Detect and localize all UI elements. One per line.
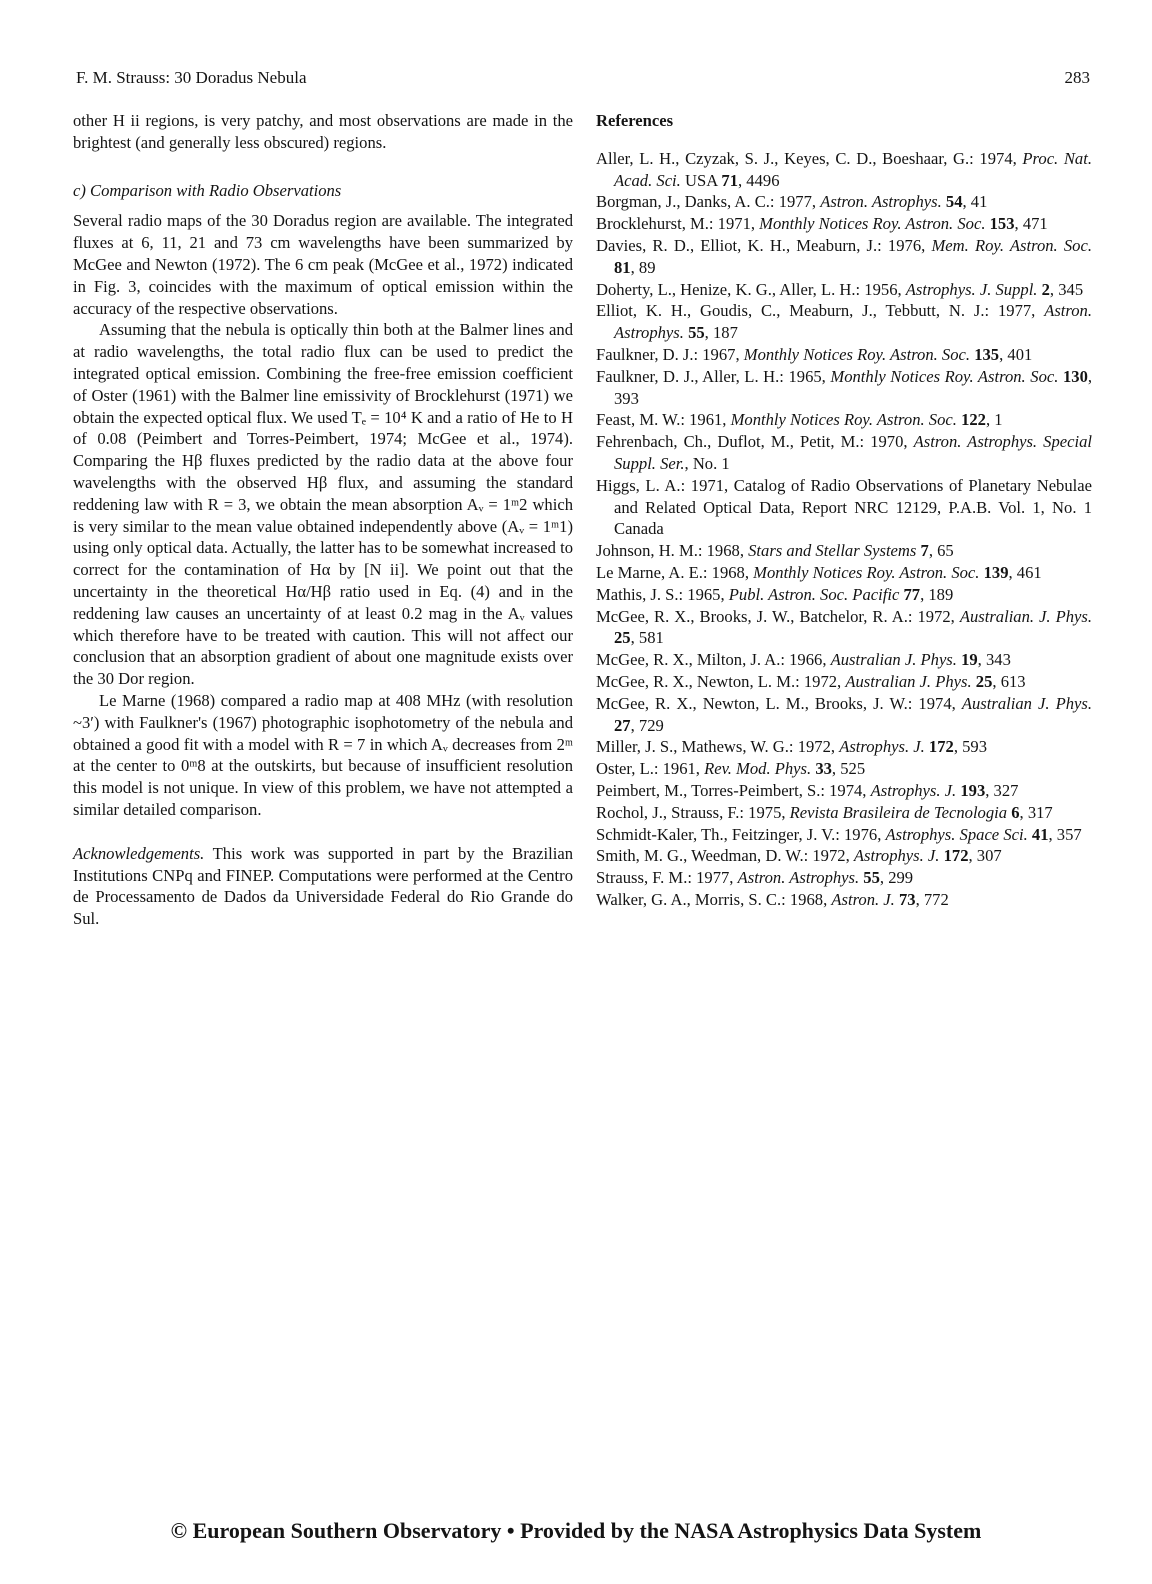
reference-item [596,148,1092,192]
footer-credit: © European Southern Observatory • Provided by the NASA Astrophysics Data System [170,1518,982,1543]
reference-item [596,845,1092,867]
reference-authors: Mathis, J. S.: 1965, [596,584,729,604]
reference-journal: Monthly Notices Roy. Astron. Soc. [730,410,957,430]
reference-item [596,802,1092,824]
reference-item [596,540,1092,562]
reference-journal: Monthly Notices Roy. Astron. Soc. [759,214,986,234]
reference-volume: 71 [721,170,738,190]
reference-pages: , 772 [915,889,949,909]
reference-authors: Elliot, K. H., Goudis, C., Meaburn, J., Tebbutt, N. J.: 1977, [596,301,1045,321]
reference-volume: 55 [688,323,705,343]
reference-item [596,867,1092,889]
reference-item [596,562,1092,584]
reference-journal: Monthly Notices Roy. Astron. Soc. [743,344,971,364]
reference-volume: 33 [815,759,832,779]
reference-item [596,606,1092,650]
reference-pages: , 41 [962,192,988,212]
reference-journal: Astrophys. J. [839,737,925,757]
reference-authors: Higgs, L. A.: 1971, Catalog of Radio Observations of Planetary Nebulae and Related Optical Data, Report NRC 12129, P.A.B. Vol. 1, No. 1 Canada [596,475,1092,539]
acknowledgements-text: This work was supported in part by the Brazilian Institutions CNPq and FINEP. Computations were performed at the Centro de Processamento de Dados da Universidade Federal do Rio Grande do Sul. [73,843,573,929]
reference-volume: 27 [614,715,631,735]
reference-pages: , 189 [920,584,954,604]
reference-item [596,431,1092,475]
reference-volume: 135 [974,344,1000,364]
reference-text: USA [680,170,722,190]
reference-volume: 2 [1041,279,1050,299]
reference-journal: Astrophys. Space Sci. [885,824,1028,844]
reference-authors: Smith, M. G., Weedman, D. W.: 1972, [596,846,854,866]
reference-pages: , 345 [1049,279,1084,299]
reference-volume: 73 [898,889,916,909]
reference-authors: Fehrenbach, Ch., Duflot, M., Petit, M.: 1970, [596,432,914,452]
reference-item [596,889,1092,911]
reference-journal: Australian J. Phys. [830,650,957,670]
reference-journal: Australian J. Phys. [961,693,1092,713]
reference-volume: 19 [961,650,978,670]
reference-pages: , 343 [977,650,1011,670]
reference-journal: Proc. Nat. Acad. Sci. [614,148,1092,190]
reference-journal: Mem. Roy. Astron. Soc. [931,235,1092,255]
reference-pages: , 327 [985,780,1019,800]
reference-journal: Astron. Astrophys. [614,301,1092,343]
reference-journal: Publ. Astron. Soc. Pacific [728,584,900,604]
reference-volume: 172 [928,737,954,757]
reference-volume: 172 [943,846,969,866]
reference-volume: 6 [1011,802,1020,822]
reference-volume: 25 [614,628,631,648]
reference-item [596,475,1092,540]
acknowledgements [73,843,573,930]
reference-journal: Monthly Notices Roy. Astron. Soc. [753,562,980,582]
reference-volume: 54 [945,192,963,212]
reference-item [596,409,1092,431]
reference-authors: McGee, R. X., Brooks, J. W., Batchelor, R. A.: 1972, [596,606,960,626]
paragraph-optically-thin: Assuming that the nebula is optically thin both at the Balmer lines and at radio wavelengths, the total radio flux can be used to predict the integrated optical emission. Combining the free-free emission coefficient of Oster (1961) with the Balmer line emissivity of Brocklehurst (1971) we obtain the expected optical flux. We used Tₑ = 10⁴ K and a ratio of He to H of 0.08 (Peimbert and Torres-Peimbert, 1974; McGee et al., 1974). Comparing the Hβ fluxes predicted by the radio data at the above four wavelengths with the observed Hβ flux, and assuming the standard reddening law with R = 3, we obtain the mean absorption Aᵥ = 1ᵐ2 which is very similar to the mean value obtained independently above (Aᵥ = 1ᵐ1) using only optical data. Actually, the latter has to be somewhat increased to correct for the contamination of Hα by [N ii]. We point out that the uncertainty in the theoretical Hα/Hβ ratio used in Eq. (4) and in the reddening law causes an uncertainty of at least 0.2 mag in the Aᵥ values which therefore have to be treated with caution. This will not affect our conclusion that an absorption gradient of about one magnitude exists over the 30 Dor region. [73,320,573,689]
reference-item [596,584,1092,606]
reference-pages: , 393 [614,366,1093,408]
reference-item [596,671,1092,693]
reference-pages: , 401 [999,344,1033,364]
paragraph-continuation: other H ii regions, is very patchy, and most observations are made in the brightest (and generally less obscured) regions. [73,111,573,152]
running-head [76,66,1090,90]
reference-volume: 25 [975,671,993,691]
reference-pages: , 89 [630,257,656,277]
reference-authors: Le Marne, A. E.: 1968, [596,562,754,582]
reference-item [596,736,1092,758]
reference-pages: , 357 [1048,824,1082,844]
reference-volume: 7 [920,541,929,561]
reference-pages: , 317 [1019,802,1053,822]
reference-journal: Astron. J. [831,889,895,909]
reference-pages: , 581 [630,628,664,648]
reference-item [596,344,1092,366]
reference-volume: 55 [863,868,880,888]
reference-authors: McGee, R. X., Newton, L. M.: 1972, [596,671,846,691]
reference-journal: Astrophys. J. [853,846,940,866]
reference-authors: Doherty, L., Henize, K. G., Aller, L. H.: 1956, [596,279,906,299]
reference-volume: 41 [1031,824,1049,844]
reference-authors: Oster, L.: 1961, [596,759,705,779]
reference-text: , No. 1 [684,453,730,473]
reference-authors: Borgman, J., Danks, A. C.: 1977, [596,192,821,212]
reference-item [596,649,1092,671]
reference-item [596,235,1092,279]
reference-pages: , 187 [704,323,738,343]
reference-authors: Schmidt-Kaler, Th., Feitzinger, J. V.: 1976, [596,824,886,844]
reference-volume: 139 [983,562,1009,582]
reference-pages: , 307 [968,846,1002,866]
reference-item [596,191,1092,213]
reference-pages: , 525 [831,759,866,779]
reference-journal: Australian. J. Phys. [959,606,1092,626]
acknowledgements-label: Acknowledgements. [73,843,205,863]
reference-pages: , 613 [992,671,1026,691]
reference-authors: Peimbert, M., Torres-Peimbert, S.: 1974, [596,780,871,800]
reference-item [596,824,1092,846]
reference-pages: , 65 [928,541,954,561]
reference-volume: 77 [903,584,921,604]
reference-journal: Australian J. Phys. [845,671,972,691]
reference-authors: Davies, R. D., Elliot, K. H., Meaburn, J.: 1976, [596,235,932,255]
reference-authors: Walker, G. A., Morris, S. C.: 1968, [596,889,832,909]
reference-authors: Strauss, F. M.: 1977, [596,868,738,888]
section-heading: c) Comparison with Radio Observations [73,180,342,200]
reference-journal: Astrophys. J. Suppl. [905,279,1038,299]
reference-list [596,148,1092,911]
reference-journal: Monthly Notices Roy. Astron. Soc. [830,366,1059,386]
reference-item [596,279,1092,301]
reference-journal: Astron. Astrophys. [737,868,860,888]
reference-journal: Rev. Mod. Phys. [704,759,812,779]
reference-item [596,213,1092,235]
page-number: 283 [1064,68,1090,87]
reference-authors: Rochol, J., Strauss, F.: 1975, [596,802,790,822]
reference-authors: McGee, R. X., Milton, J. A.: 1966, [596,650,831,670]
reference-volume: 130 [1062,366,1088,386]
reference-item [596,300,1092,344]
reference-item [596,366,1092,410]
reference-authors: Faulkner, D. J., Aller, L. H.: 1965, [596,366,831,386]
reference-journal: Stars and Stellar Systems [748,541,917,561]
reference-pages: , 593 [953,737,987,757]
paragraph-radio-maps: Several radio maps of the 30 Doradus region are available. The integrated fluxes at 6, 11, 21 and 73 cm wavelengths have been summarized by McGee and Newton (1972). The 6 cm peak (McGee et al., 1972) indicated in Fig. 3, coincides with the maximum of optical emission within the accuracy of the respective observations. [73,211,573,318]
reference-authors: Brocklehurst, M.: 1971, [596,214,760,234]
reference-authors: Feast, M. W.: 1961, [596,410,731,430]
references-heading: References [596,111,674,130]
reference-pages: , 299 [879,868,914,888]
reference-journal: Astrophys. J. [870,780,957,800]
right-column [596,110,1092,911]
reference-journal: Astron. Astrophys. Special Suppl. Ser. [614,432,1092,473]
reference-volume: 81 [614,257,631,277]
reference-authors: Aller, L. H., Czyzak, S. J., Keyes, C. D., Boeshaar, G.: 1974, [596,148,1023,168]
reference-journal: Astron. Astrophys. [820,192,942,212]
running-title: F. M. Strauss: 30 Doradus Nebula [76,68,307,87]
left-column [73,110,573,930]
reference-item [596,780,1092,802]
reference-pages: , 471 [1014,214,1048,234]
reference-pages: , 729 [630,715,664,735]
reference-pages: , 1 [985,410,1003,430]
reference-authors: Johnson, H. M.: 1968, [596,541,749,561]
reference-volume: 193 [960,780,986,800]
reference-pages: , 461 [1008,562,1042,582]
reference-authors: McGee, R. X., Newton, L. M., Brooks, J. W.: 1974, [596,693,962,713]
reference-journal: Revista Brasileira de Tecnologia [789,802,1008,822]
reference-authors: Miller, J. S., Mathews, W. G.: 1972, [596,737,840,757]
paragraph-le-marne: Le Marne (1968) compared a radio map at 408 MHz (with resolution ~3′) with Faulkner's (1967) photographic isophotometry of the nebula and obtained a good fit with a model with R = 7 in which Aᵥ decreases from 2ᵐ at the center to 0ᵐ8 at the outskirts, but because of insufficient resolution this model is not unique. In view of this problem, we have not attempted a similar detailed comparison. [73,690,573,819]
reference-authors: Faulkner, D. J.: 1967, [596,344,744,364]
reference-pages: , 4496 [738,170,780,190]
reference-volume: 122 [961,410,986,430]
reference-item [596,693,1092,737]
reference-volume: 153 [989,214,1015,234]
reference-item [596,758,1092,780]
